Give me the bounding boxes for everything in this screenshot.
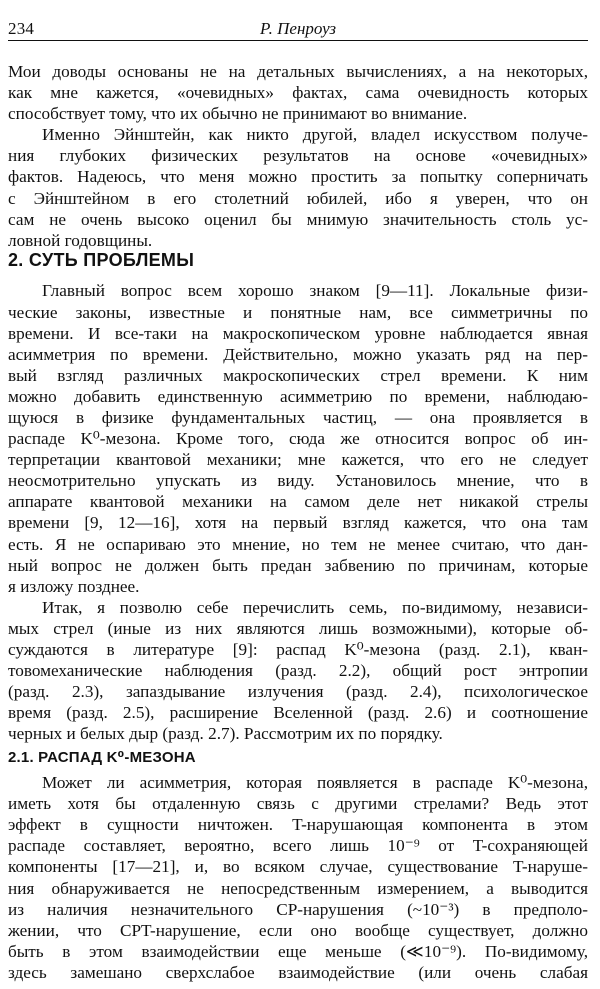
text-line: черных и белых дыр (разд. 2.7). Рассмотрим их по порядку. bbox=[8, 724, 443, 744]
text-line: ловной годовщины. bbox=[8, 230, 153, 250]
text-line: Главный вопрос всем хорошо знаком [9—11]. Локальные физи- bbox=[42, 281, 588, 301]
text-line: сам не очень высоко оценил бы мнимую значительность столь ус- bbox=[8, 209, 588, 229]
text-line: как мне кажется, «очевидных» фактах, сама очевидность которых bbox=[8, 83, 588, 103]
text-line: с Эйнштейном в его столетний юбилей, ибо я уверен, что он bbox=[8, 188, 588, 208]
text-line: товомеханические наблюдения (разд. 2.2), общий рост энтропии bbox=[8, 661, 588, 680]
text-line: мых стрел (иные из них являются лишь возможными), которые об- bbox=[8, 618, 588, 638]
text-line: терпретации квантовой механики; мне кажется, что его не следует bbox=[8, 450, 588, 470]
text-line: я изложу позднее. bbox=[8, 576, 140, 596]
book-page bbox=[8, 0, 588, 989]
text-line: щуюся в физике фундаментальных частиц, — она проявляется в bbox=[8, 407, 588, 427]
text-line: компоненты [17—21], и, во всяком случае, существование T-наруше- bbox=[8, 857, 588, 877]
text-line: способствует тому, что их обычно не принимают во внимание. bbox=[8, 104, 468, 124]
page-number: 234 bbox=[8, 19, 35, 38]
page-header bbox=[8, 18, 588, 41]
text-line: есть. Я не оспариваю это мнение, но тем не менее считаю, что дан- bbox=[8, 534, 588, 554]
text-line: эффект в сущности ничтожен. T-нарушающая компонента в этом bbox=[8, 815, 588, 835]
text-line: Итак, я позволю себе перечислить семь, по-видимому, независи- bbox=[42, 597, 588, 617]
text-line: неосмотрительно упускать из виду. Установилось мнение, что в bbox=[8, 471, 588, 491]
text-line: Мои доводы основаны не на детальных вычислениях, а на некоторых, bbox=[8, 62, 588, 81]
text-line: вый взгляд различных макроскопических стрел времени. К ним bbox=[8, 365, 588, 385]
text-line: ческие законы, известные и понятные нам, все симметричны по bbox=[8, 302, 588, 322]
text-line: ния глубоких физических результатов на основе «очевидных» bbox=[8, 146, 588, 166]
text-line: суждаются в литературе [9]: распад K⁰-мезона (разд. 2.1), кван- bbox=[8, 639, 588, 659]
text-line: можно добавить единственную асимметрию по времени, наблюдаю- bbox=[8, 386, 588, 406]
running-head: Р. Пенроуз bbox=[259, 19, 337, 38]
text-line: ния обнаруживается не непосредственным измерением, а выводится bbox=[8, 878, 588, 898]
text-line: распаде составляет, вероятно, всего лишь 10⁻⁹ от T-сохраняющей bbox=[8, 836, 588, 856]
text-line: асимметрия по времени. Действительно, можно указать ряд на пер- bbox=[8, 344, 588, 364]
text-line: фактов. Надеюсь, что меня можно простить за попытку соперничать bbox=[8, 167, 588, 187]
text-line: время (разд. 2.5), расширение Вселенной (разд. 2.6) и соотношение bbox=[8, 703, 588, 723]
text-line: времени. И все-таки на макроскопическом уровне наблюдается явная bbox=[8, 323, 588, 343]
text-line: времени [9, 12—16], хотя на первый взгляд кажется, что она там bbox=[8, 513, 588, 533]
text-line: аппарате квантовой механики на самом деле нет никакой стрелы bbox=[8, 492, 588, 512]
text-line: жении, что CPT-нарушение, если оно вообще существует, должно bbox=[8, 920, 588, 940]
text-line: (разд. 2.3), запаздывание излучения (разд. 2.4), психологическое bbox=[8, 682, 588, 702]
text-line: здесь замешано сверхслабое взаимодействие (или очень слабая bbox=[8, 962, 588, 982]
text-line: из наличия незначительного CP-нарушения (~10⁻³) в предполо- bbox=[8, 899, 588, 919]
subsection-heading: 2.1. РАСПАД K⁰-МЕЗОНА bbox=[8, 749, 196, 767]
text-line: распаде K⁰-мезона. Кроме того, сюда же относится вопрос об ин- bbox=[8, 429, 588, 449]
section-heading: 2. СУТЬ ПРОБЛЕМЫ bbox=[8, 249, 195, 270]
text-line: Именно Эйнштейн, как никто другой, владел искусством получе- bbox=[42, 125, 588, 145]
text-line: ный вопрос не должен быть предан забвению по причинам, которые bbox=[8, 555, 588, 575]
text-line: Может ли асимметрия, которая появляется в распаде K⁰-мезона, bbox=[42, 773, 588, 793]
text-line: быть в этом взаимодействии еще меньше (≪10⁻⁹). По-видимому, bbox=[8, 941, 588, 961]
text-line: иметь хотя бы отдаленную связь с другими стрелами? Ведь этот bbox=[8, 794, 588, 814]
